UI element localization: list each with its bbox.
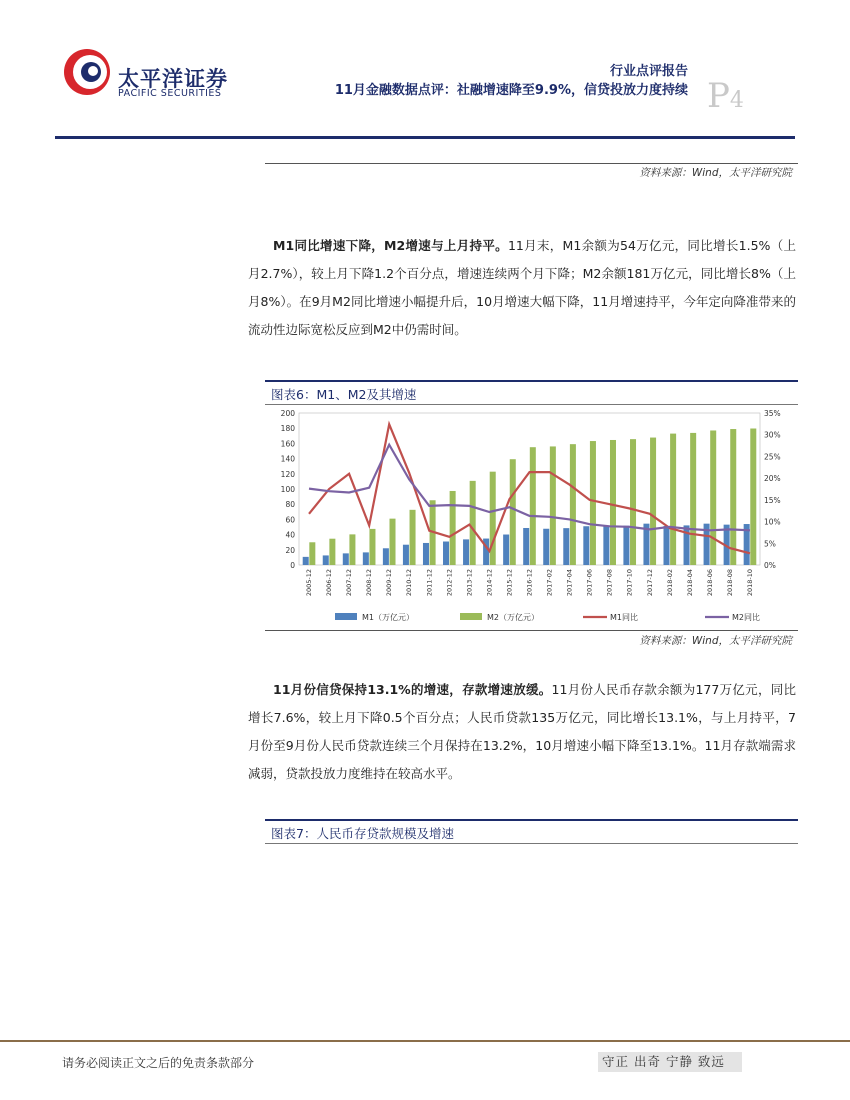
right-axis-tick-label: 0% — [764, 561, 776, 570]
page-number — [707, 76, 744, 121]
m2-bar — [570, 444, 576, 565]
legend-label: M1（万亿元） — [362, 613, 414, 622]
right-axis-tick-label: 35% — [764, 409, 781, 418]
paragraph-body: 11月份人民币存款余额为177万亿元，同比增长7.6%，较上月下降0.5个百分点；人民币贷款135万亿元，同比增长13.1%，与上月持平，7月份至9月份人民币贷款连续三个月保持在13.2%，10月增速小幅下降至13.1%。11月存款端需求减弱，贷款投放力度维持在较高水平。 — [248, 682, 797, 781]
m2-bar — [710, 430, 716, 565]
x-axis-tick-label: 2017-08 — [605, 569, 614, 597]
x-axis-tick-label: 2017-04 — [565, 569, 574, 597]
m1-bar — [503, 535, 509, 565]
x-axis-tick-label: 2016-12 — [525, 569, 534, 597]
left-axis-tick-label: 100 — [280, 485, 295, 494]
m2-bar — [630, 439, 636, 565]
page-number-value: 4 — [729, 88, 744, 113]
footer-disclaimer: 请务必阅读正文之后的免责条款部分 — [62, 1056, 255, 1070]
footer-motto: 守正 出奇 宁静 致远 — [598, 1052, 742, 1072]
right-axis-tick-label: 30% — [764, 430, 781, 440]
m2-bar — [610, 440, 616, 565]
m1-bar — [363, 552, 369, 565]
x-axis-tick-label: 2007-12 — [345, 569, 354, 597]
m1-bar — [383, 548, 389, 565]
left-axis-tick-label: 180 — [280, 424, 295, 434]
m2-bar — [470, 481, 476, 565]
m2-bar — [650, 438, 656, 565]
x-axis-tick-label: 2015-12 — [505, 569, 514, 597]
paragraph-lead: 11月份信贷保持13.1%的增速，存款增速放缓。 — [273, 682, 552, 697]
m1-bar — [443, 542, 449, 565]
source-divider-top — [265, 163, 798, 164]
paragraph-lead: M1同比增速下降，M2增速与上月持平。 — [273, 238, 508, 253]
report-title: 11月金融数据点评：社融增速降至9.9%，信贷投放力度持续 — [334, 83, 688, 98]
x-axis-tick-label: 2018-04 — [685, 569, 694, 597]
m2-bar — [389, 519, 395, 565]
x-axis-tick-label: 2014-12 — [485, 569, 494, 597]
m2-bar — [369, 529, 375, 565]
page-prefix: P — [707, 76, 730, 116]
header-divider — [55, 136, 795, 139]
source-note-top: 资料来源：Wind，太平洋研究院 — [639, 167, 792, 179]
m1-bar — [523, 528, 529, 565]
logo-english-name: PACIFIC SECURITIES — [118, 88, 222, 99]
m1-bar — [543, 529, 549, 565]
legend-label: M2（万亿元） — [487, 613, 539, 622]
m2-bar — [410, 510, 416, 565]
m2-bar — [329, 539, 335, 565]
m1-bar — [423, 543, 429, 565]
left-axis-tick-label: 200 — [280, 409, 295, 418]
right-axis-tick-label: 15% — [764, 495, 781, 505]
m1-bar — [343, 553, 349, 565]
x-axis-tick-label: 2006-12 — [325, 569, 334, 597]
m2-bar — [349, 534, 355, 565]
left-axis-tick-label: 20 — [285, 545, 295, 555]
figure-6-title-bar — [265, 380, 798, 405]
m2-yoy-line — [309, 445, 750, 531]
x-axis-tick-label: 2010-12 — [405, 569, 414, 597]
figure-6-title: 图表6：M1、M2及其增速 — [271, 387, 417, 402]
left-axis-tick-label: 160 — [280, 439, 295, 449]
m1-bar — [403, 545, 409, 565]
left-axis-tick-label: 140 — [280, 454, 295, 464]
x-axis-tick-label: 2008-12 — [365, 569, 374, 597]
m1-bar — [623, 526, 629, 565]
left-axis-tick-label: 60 — [285, 515, 295, 525]
m1-bar — [563, 528, 569, 565]
left-axis-tick-label: 80 — [285, 500, 295, 510]
paragraph-m1-m2 — [248, 232, 796, 344]
m2-bar — [670, 434, 676, 565]
left-axis-tick-label: 40 — [285, 530, 295, 540]
left-axis-tick-label: 0 — [290, 561, 295, 570]
right-axis-tick-label: 20% — [764, 474, 781, 484]
m2-bar — [730, 429, 736, 565]
m2-bar — [590, 441, 596, 565]
right-axis-tick-label: 10% — [764, 517, 781, 527]
paragraph-body: 11月末，M1余额为54万亿元，同比增长1.5%（上月2.7%），较上月下降1.2个百分点，增速连续两个月下降；M2余额181万亿元，同比增长8%（上月8%）。在9月M2同比增速小幅提升后，10月增速大幅下降，11月增速持平，今年定向降准带来的流动性边际宽松反应到M2中仍需时间。 — [248, 238, 797, 337]
figure-7-title-bar — [265, 819, 798, 844]
pacific-securities-logo-icon — [62, 47, 112, 97]
x-axis-tick-label: 2017-06 — [585, 569, 594, 597]
m2-bar — [510, 459, 516, 565]
x-axis-tick-label: 2012-12 — [445, 569, 454, 597]
x-axis-tick-label: 2005-12 — [305, 569, 314, 597]
m2-bar — [450, 491, 456, 565]
legend-swatch — [460, 613, 482, 620]
x-axis-tick-label: 2013-12 — [465, 569, 474, 597]
x-axis-tick-label: 2017-02 — [545, 569, 554, 597]
x-axis-tick-label: 2011-12 — [425, 569, 434, 597]
m2-bar — [750, 429, 756, 565]
footer-divider — [0, 1040, 850, 1042]
legend-label: M1同比 — [610, 613, 638, 622]
x-axis-tick-label: 2018-08 — [725, 569, 734, 597]
source-note-fig6: 资料来源：Wind，太平洋研究院 — [639, 635, 792, 647]
x-axis-tick-label: 2017-12 — [645, 569, 654, 597]
m1-bar — [603, 526, 609, 565]
m1-bar — [663, 526, 669, 565]
m1-bar — [323, 555, 329, 565]
x-axis-tick-label: 2017-10 — [625, 569, 634, 597]
m2-bar — [309, 542, 315, 565]
right-axis-tick-label: 25% — [764, 452, 781, 462]
m1-bar — [463, 539, 469, 565]
m2-bar — [550, 446, 556, 565]
x-axis-tick-label: 2018-02 — [665, 569, 674, 597]
m2-bar — [690, 433, 696, 565]
paragraph-loans-deposits — [248, 676, 796, 788]
right-axis-tick-label: 5% — [764, 539, 776, 549]
m1-bar — [583, 526, 589, 565]
figure-7-title: 图表7：人民币存贷款规模及增速 — [271, 826, 454, 841]
x-axis-tick-label: 2009-12 — [385, 569, 394, 597]
legend-label: M2同比 — [732, 613, 760, 622]
left-axis-tick-label: 120 — [280, 469, 295, 479]
legend-swatch — [335, 613, 357, 620]
x-axis-tick-label: 2018-10 — [745, 569, 754, 597]
report-type-label: 行业点评报告 — [609, 64, 688, 79]
m1-m2-chart — [265, 403, 798, 629]
x-axis-tick-label: 2018-06 — [705, 569, 714, 597]
m2-bar — [530, 447, 536, 565]
source-divider-fig6 — [265, 630, 798, 631]
logo-chinese-name: 太平洋证券 — [118, 67, 228, 91]
m1-bar — [303, 557, 309, 565]
